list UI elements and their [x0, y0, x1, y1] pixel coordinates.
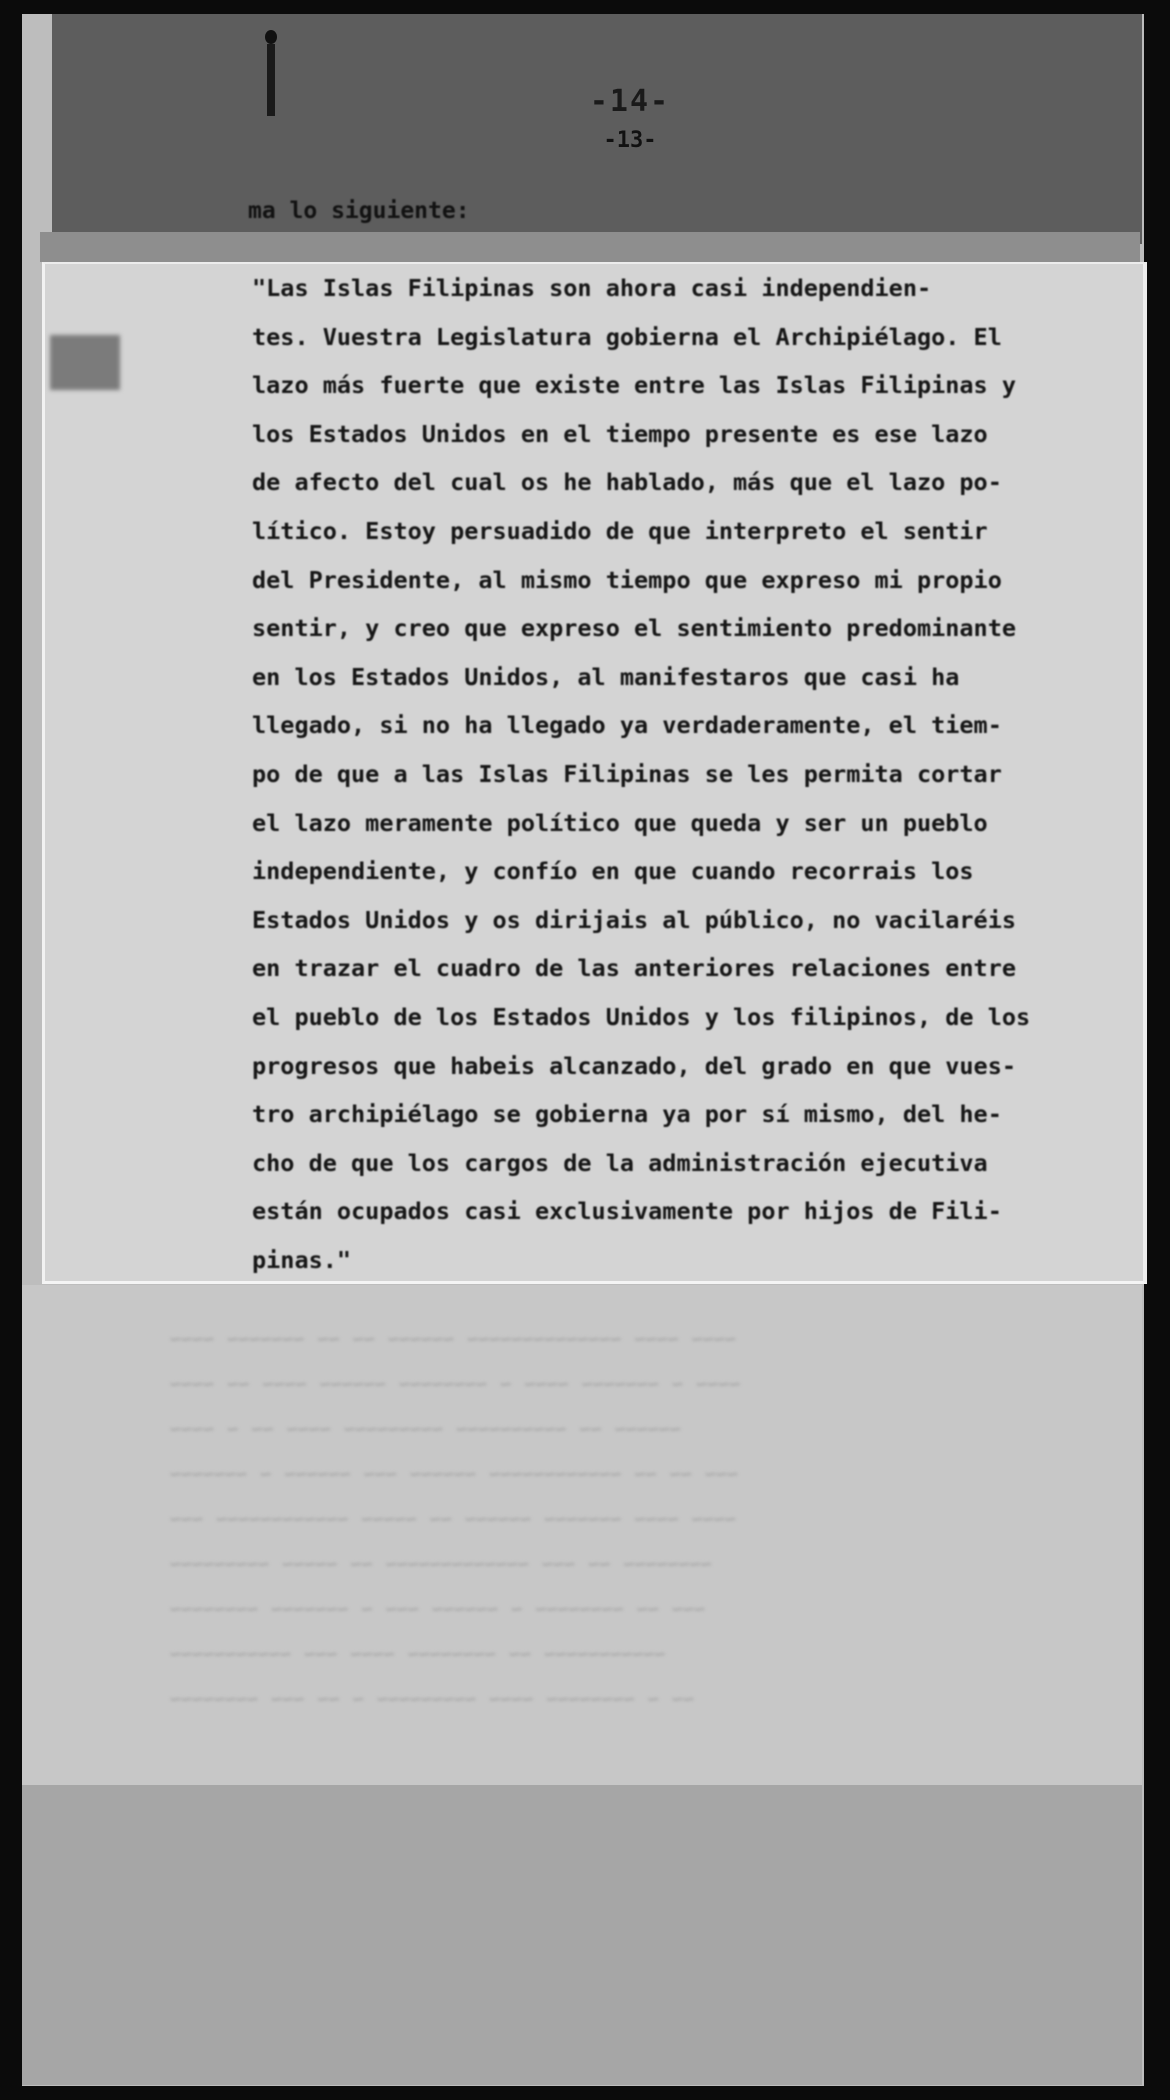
text-line: llegado, si no ha llegado ya verdaderamente, el tiem- [252, 711, 1002, 740]
bleed-through-text: ｰｰｰｰ ｰｰｰｰｰｰｰ ｰｰ ｰｰ ｰｰｰｰｰｰ ｰｰｰｰｰｰｰｰｰｰｰｰｰｰ ｰｰｰｰ ｰｰｰｰ ｰｰｰｰ ｰｰ ｰｰｰｰ ｰｰｰｰｰｰ ｰｰｰｰｰｰｰｰ ｰ ｰｰｰｰ ｰｰｰｰｰｰｰ ｰ ｰｰｰｰ ｰｰｰｰ ｰ ｰｰ ｰｰｰｰ ｰｰｰｰｰｰｰｰｰ ｰｰｰｰｰｰｰｰｰｰ ｰｰ ｰｰｰｰｰｰ ｰｰｰｰｰｰｰ ｰ ｰｰｰｰｰｰ ｰｰｰ ｰｰｰｰｰｰ ｰｰｰｰｰｰｰｰｰｰｰｰ ｰｰ ｰｰ ｰｰｰ ｰｰｰ ｰｰｰｰｰｰｰｰｰｰｰｰ ｰｰｰｰｰ ｰｰ ｰｰｰｰｰｰ ｰｰｰｰｰｰｰ ｰｰｰｰ ｰｰｰｰ ｰｰｰｰｰｰｰｰｰ ｰｰｰｰｰ ｰｰ ｰｰｰｰｰｰｰｰｰｰｰｰｰ ｰｰｰ ｰｰ ｰｰｰｰｰｰｰｰ ｰｰｰｰｰｰｰｰ ｰｰｰｰｰｰｰ ｰ ｰｰｰ ｰｰｰｰｰｰ ｰ ｰｰｰｰｰｰｰｰ ｰｰ ｰｰｰ ｰｰｰｰｰｰｰｰｰｰｰ ｰｰｰ ｰｰｰｰ ｰｰｰｰｰｰｰｰ ｰｰ ｰｰｰｰｰｰｰｰｰｰｰ ｰｰｰｰｰｰｰｰ ｰｰｰ ｰｰ ｰ ｰｰｰｰｰｰｰｰｰ ｰｰｰｰ ｰｰｰｰｰｰｰｰ ｰ ｰｰ [170, 1328, 741, 1713]
scan-smudge [50, 335, 120, 390]
text-line: los Estados Unidos en el tiempo presente es ese lazo [252, 419, 988, 448]
text-line: po de que a las Islas Filipinas se les permita cortar [252, 759, 1002, 788]
text-line: el pueblo de los Estados Unidos y los filipinos, de los [252, 1002, 1031, 1031]
text-line: lítico. Estoy persuadido de que interpreto el sentir [252, 516, 988, 545]
quoted-paragraph [252, 264, 1031, 1284]
text-line: cho de que los cargos de la administración ejecutiva [252, 1148, 988, 1177]
text-line: están ocupados casi exclusivamente por hijos de Fili- [252, 1197, 1002, 1226]
typed-page-number: -13- [603, 128, 657, 153]
text-line: el lazo meramente político que queda y ser un pueblo [252, 808, 988, 837]
text-line: tes. Vuestra Legislatura gobierna el Archipiélago. El [252, 322, 1002, 351]
text-line: de afecto del cual os he hablado, más que el lazo po- [252, 468, 1002, 497]
text-line: sentir, y creo que expreso el sentimiento predominante [252, 614, 1017, 643]
text-line: independiente, y confío en que cuando recorrais los [252, 857, 974, 886]
text-line: del Presidente, al mismo tiempo que expreso mi propio [252, 565, 1002, 594]
text-line: "Las Islas Filipinas son ahora casi independien- [252, 274, 932, 302]
binding-hole-mark [265, 30, 277, 44]
binding-stem-mark [267, 44, 275, 116]
sheet-edge-strip [40, 232, 1140, 262]
intro-line: ma lo siguiente: [248, 198, 470, 224]
handwritten-page-number: -14- [589, 84, 671, 119]
text-line: pinas." [252, 1245, 352, 1274]
text-line: progresos que habeis alcanzado, del grado en que vues- [252, 1051, 1017, 1080]
page-bottom-shadow [22, 1785, 1142, 2085]
text-line: lazo más fuerte que existe entre las Islas Filipinas y [252, 371, 1017, 400]
text-line: Estados Unidos y os dirijais al público, no vacilaréis [252, 905, 1017, 934]
text-line: tro archipiélago se gobierna ya por sí mismo, del he- [252, 1100, 1002, 1129]
text-line: en los Estados Unidos, al manifestaros que casi ha [252, 662, 960, 691]
text-line: en trazar el cuadro de las anteriores relaciones entre [252, 954, 1017, 983]
